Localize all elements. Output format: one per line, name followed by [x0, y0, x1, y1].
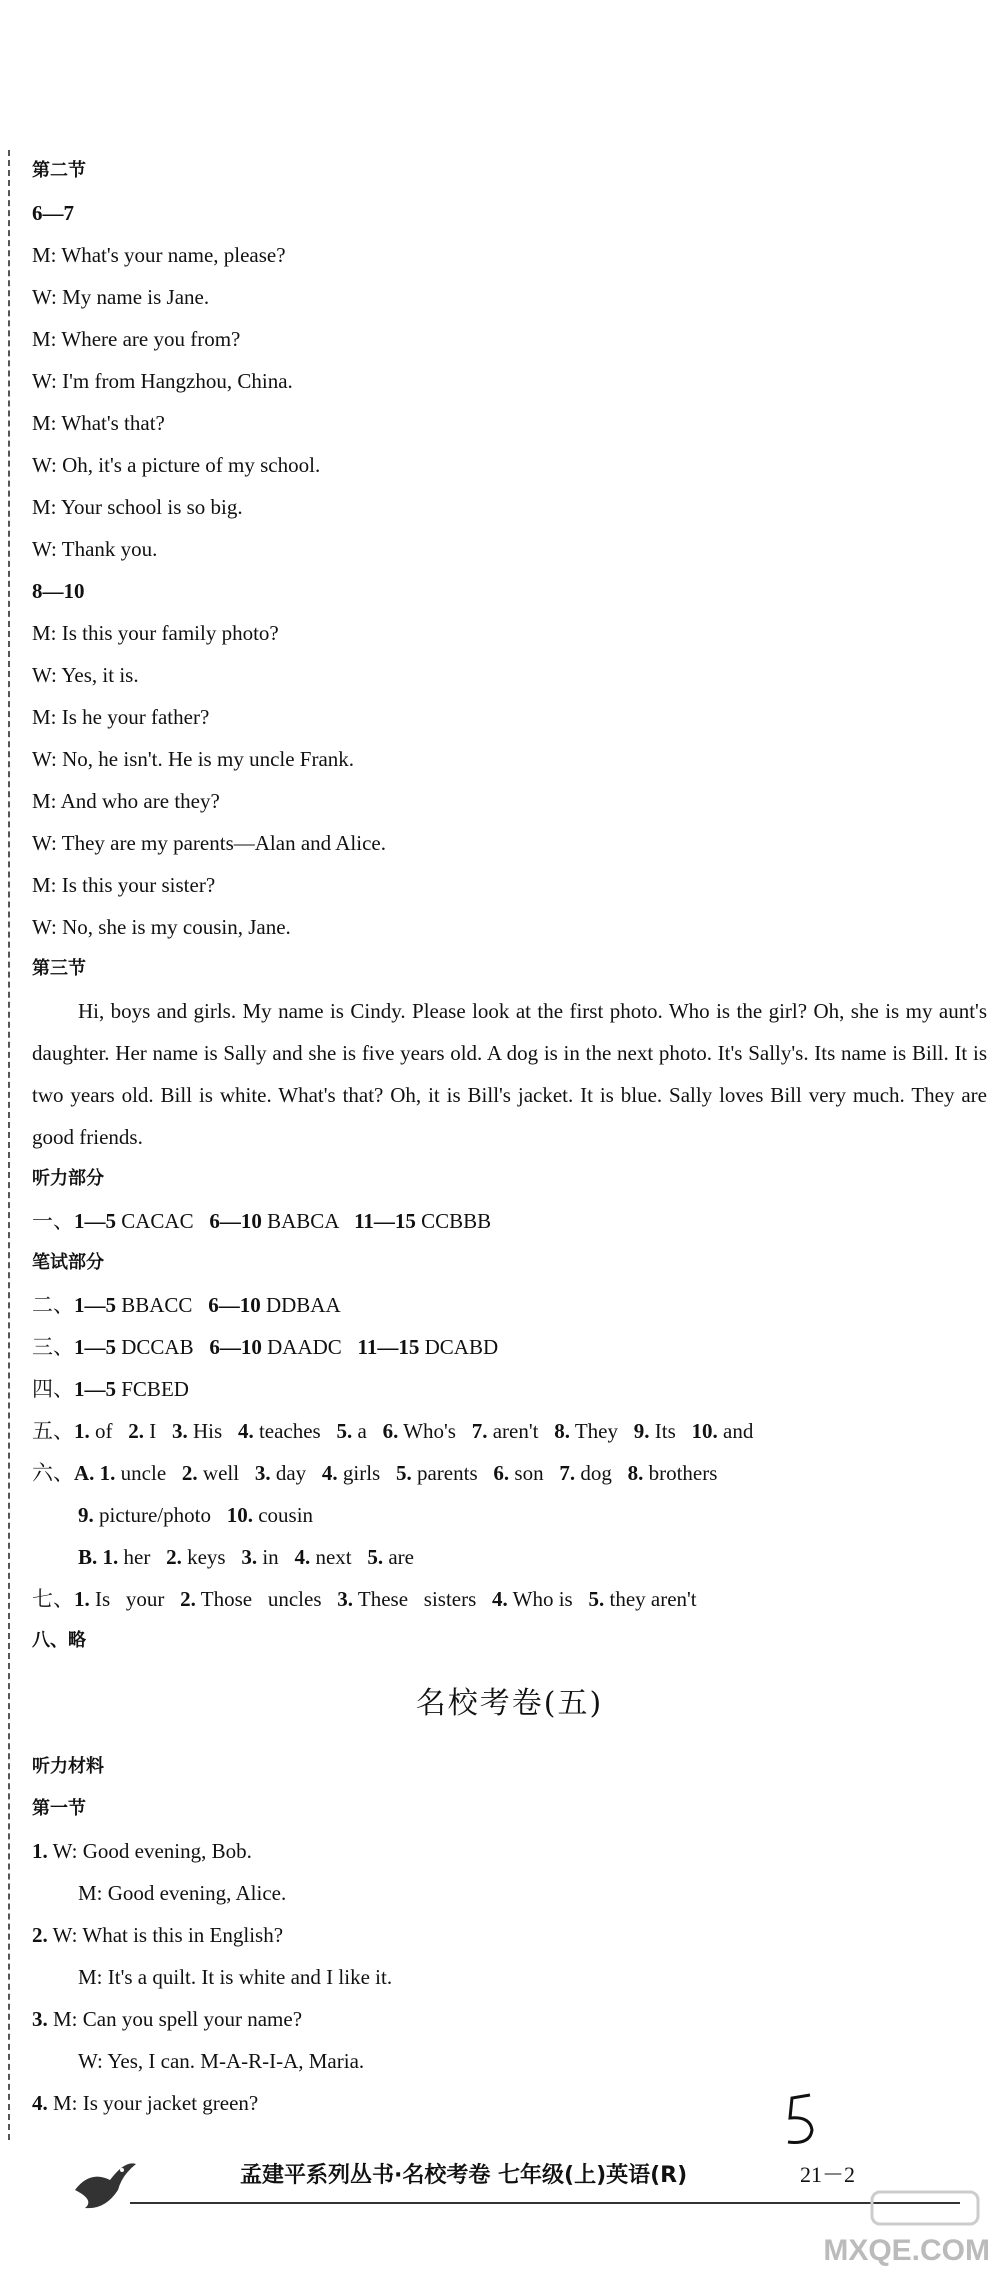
item-value: son	[509, 1461, 560, 1485]
text-line	[32, 1410, 987, 1452]
item-label: 4.	[321, 1461, 338, 1485]
text-line	[32, 1914, 987, 1956]
item-label: 6—10	[209, 1209, 262, 1233]
dialogue-section	[32, 150, 987, 990]
text-line: 第二节	[32, 160, 86, 181]
item-value: uncle	[115, 1461, 182, 1485]
item-label: 4.	[492, 1587, 508, 1611]
item-value: Who is	[507, 1587, 589, 1611]
text-line: M: Is he your father?	[32, 705, 210, 729]
item-label: B. 1.	[78, 1545, 119, 1569]
text-line: W: No, he isn't. He is my uncle Frank.	[32, 747, 355, 771]
item-label: 7.	[559, 1461, 576, 1485]
bird-logo-icon	[70, 2150, 140, 2220]
item-label: A. 1.	[74, 1461, 116, 1485]
item-value: BABCA	[261, 1209, 355, 1233]
text-line: 第一节	[32, 1798, 86, 1819]
item-value: picture/photo	[93, 1503, 227, 1527]
item-value: DAADC	[261, 1335, 358, 1359]
item-value: Its	[649, 1419, 692, 1443]
item-value: M: Is your jacket green?	[47, 2091, 259, 2115]
item-label: 2.	[32, 1923, 48, 1947]
item-label: 3.	[337, 1587, 354, 1611]
text-line: 听力材料	[32, 1756, 104, 1777]
item-label: 5.	[336, 1419, 353, 1443]
item-value: aren't	[487, 1419, 555, 1443]
watermark-text: MXQE.COM	[823, 2234, 990, 2267]
footer-series-title: 孟建平系列丛书·名校考卷 七年级(上)英语(R)	[240, 2163, 688, 2188]
item-label: 6.	[493, 1461, 510, 1485]
text-line: 笔试部分	[32, 1252, 104, 1273]
footer-page-number: 21－2	[800, 2162, 856, 2187]
handwritten-mark	[780, 2090, 830, 2150]
item-label: 1—5	[74, 1209, 116, 1233]
section-number: 四、	[32, 1377, 74, 1401]
item-value: cousin	[252, 1503, 314, 1527]
item-value: parents	[411, 1461, 494, 1485]
item-value: keys	[181, 1545, 242, 1569]
item-label: 5.	[395, 1461, 412, 1485]
item-value: girls	[337, 1461, 396, 1485]
item-value: Is your	[89, 1587, 181, 1611]
item-value: in	[257, 1545, 295, 1569]
section-title: 名校考卷(五)	[415, 1686, 604, 1721]
text-line: M: Good evening, Alice.	[78, 1881, 287, 1905]
item-value: Who's	[398, 1419, 472, 1443]
item-value: are	[383, 1545, 414, 1569]
item-label: 1—5	[74, 1293, 116, 1317]
item-value: DCCAB	[116, 1335, 210, 1359]
section-number: 三、	[32, 1335, 74, 1359]
text-line: W: My name is Jane.	[32, 285, 210, 309]
item-value: of	[89, 1419, 129, 1443]
item-label: 10.	[691, 1419, 718, 1443]
text-line: M: It's a quilt. It is white and I like it.	[78, 1965, 393, 1989]
item-label: 1.	[74, 1587, 90, 1611]
item-label: 6.	[382, 1419, 399, 1443]
item-label: 2.	[181, 1461, 198, 1485]
watermark-logo-icon	[870, 2188, 980, 2228]
page-content	[32, 150, 987, 2124]
item-label: 1.	[74, 1419, 90, 1443]
item-label: 3.	[32, 2007, 48, 2031]
item-label: 4.	[294, 1545, 311, 1569]
page-footer	[0, 2150, 1000, 2220]
item-value: CCBBB	[415, 1209, 492, 1233]
text-line	[32, 2082, 987, 2124]
item-label: 2.	[166, 1545, 182, 1569]
text-line: W: No, she is my cousin, Jane.	[32, 915, 291, 939]
item-value: They	[569, 1419, 634, 1443]
item-value: well	[197, 1461, 255, 1485]
item-value: CACAC	[116, 1209, 210, 1233]
item-label: 1—5	[74, 1335, 116, 1359]
text-line: W: Thank you.	[32, 537, 158, 561]
text-line	[32, 1536, 987, 1578]
text-line: W: Oh, it's a picture of my school.	[32, 453, 321, 477]
section-number: 五、	[32, 1419, 74, 1443]
text-line: 6—7	[32, 201, 74, 225]
item-value: and	[717, 1419, 754, 1443]
item-value: teaches	[253, 1419, 337, 1443]
narrative-paragraph: Hi, boys and girls. My name is Cindy. Please look at the first photo. Who is the girl? Oh, she is my aunt's daughter. Her name is Sally and she is five years old. A dog is in the next photo. It's Sally's. Its name is Bill. It is two years old. Bill is white. What's that? Oh, it is Bill's jacket. It is blue. Sally loves Bill very much. They are good friends.	[32, 999, 987, 1149]
item-value: her	[118, 1545, 167, 1569]
section-number: 二、	[32, 1293, 74, 1317]
item-value: DCABD	[419, 1335, 499, 1359]
binding-margin-line	[8, 150, 10, 2140]
item-label: 9.	[78, 1503, 94, 1527]
text-line	[32, 1368, 987, 1410]
section-number: 一、	[32, 1209, 74, 1233]
text-line: 八、略	[32, 1630, 86, 1651]
item-value: I	[144, 1419, 172, 1443]
item-value: These sisters	[353, 1587, 493, 1611]
text-line: W: They are my parents—Alan and Alice.	[32, 831, 386, 855]
text-line	[32, 1326, 987, 1368]
item-value: Those uncles	[195, 1587, 338, 1611]
text-line: M: What's that?	[32, 411, 165, 435]
item-label: 6—10	[209, 1335, 262, 1359]
listening-material-section	[32, 1746, 987, 2124]
item-value: they aren't	[604, 1587, 697, 1611]
text-line	[32, 1494, 987, 1536]
item-label: 4.	[32, 2091, 48, 2115]
item-value: dog	[575, 1461, 628, 1485]
text-line	[32, 1830, 987, 1872]
text-line: W: Yes, it is.	[32, 663, 139, 687]
text-line	[32, 1200, 987, 1242]
item-label: 1—5	[74, 1377, 116, 1401]
item-label: 3.	[172, 1419, 188, 1443]
item-value: M: Can you spell your name?	[47, 2007, 303, 2031]
item-label: 11—15	[354, 1209, 416, 1233]
item-value: FCBED	[116, 1377, 189, 1401]
item-label: 7.	[471, 1419, 488, 1443]
text-line: M: Is this your family photo?	[32, 621, 279, 645]
item-value: day	[270, 1461, 322, 1485]
item-label: 9.	[633, 1419, 650, 1443]
text-line: 8—10	[32, 579, 85, 603]
item-label: 10.	[226, 1503, 253, 1527]
footer-rule	[130, 2202, 960, 2204]
text-line: M: And who are they?	[32, 789, 220, 813]
text-line: M: Where are you from?	[32, 327, 241, 351]
item-label: 3.	[241, 1545, 258, 1569]
item-label: 6—10	[208, 1293, 261, 1317]
text-line: 听力部分	[32, 1168, 104, 1189]
item-label: 2.	[180, 1587, 196, 1611]
item-label: 2.	[128, 1419, 144, 1443]
text-line: M: Is this your sister?	[32, 873, 216, 897]
item-value: W: What is this in English?	[47, 1923, 284, 1947]
item-label: 8.	[627, 1461, 644, 1485]
text-line	[32, 1284, 987, 1326]
item-label: 11—15	[357, 1335, 420, 1359]
answer-key-section	[32, 1158, 987, 1662]
item-label: 3.	[254, 1461, 271, 1485]
section-number: 六、	[32, 1461, 74, 1485]
text-line	[32, 1998, 987, 2040]
text-line: W: I'm from Hangzhou, China.	[32, 369, 293, 393]
item-value: a	[352, 1419, 383, 1443]
text-line: M: What's your name, please?	[32, 243, 286, 267]
item-value: His	[187, 1419, 238, 1443]
item-value: W: Good evening, Bob.	[47, 1839, 252, 1863]
item-value: brothers	[643, 1461, 718, 1485]
item-label: 8.	[554, 1419, 570, 1443]
item-value: DDBAA	[260, 1293, 341, 1317]
text-line	[32, 1578, 987, 1620]
item-label: 4.	[237, 1419, 254, 1443]
item-label: 1.	[32, 1839, 48, 1863]
section-number: 七、	[32, 1587, 74, 1611]
item-value: BBACC	[116, 1293, 209, 1317]
text-line	[32, 1452, 987, 1494]
item-label: 5.	[367, 1545, 384, 1569]
text-line: M: Your school is so big.	[32, 495, 243, 519]
text-line: 第三节	[32, 958, 86, 979]
item-label: 5.	[588, 1587, 605, 1611]
text-line: W: Yes, I can. M-A-R-I-A, Maria.	[78, 2049, 365, 2073]
item-value: next	[310, 1545, 368, 1569]
